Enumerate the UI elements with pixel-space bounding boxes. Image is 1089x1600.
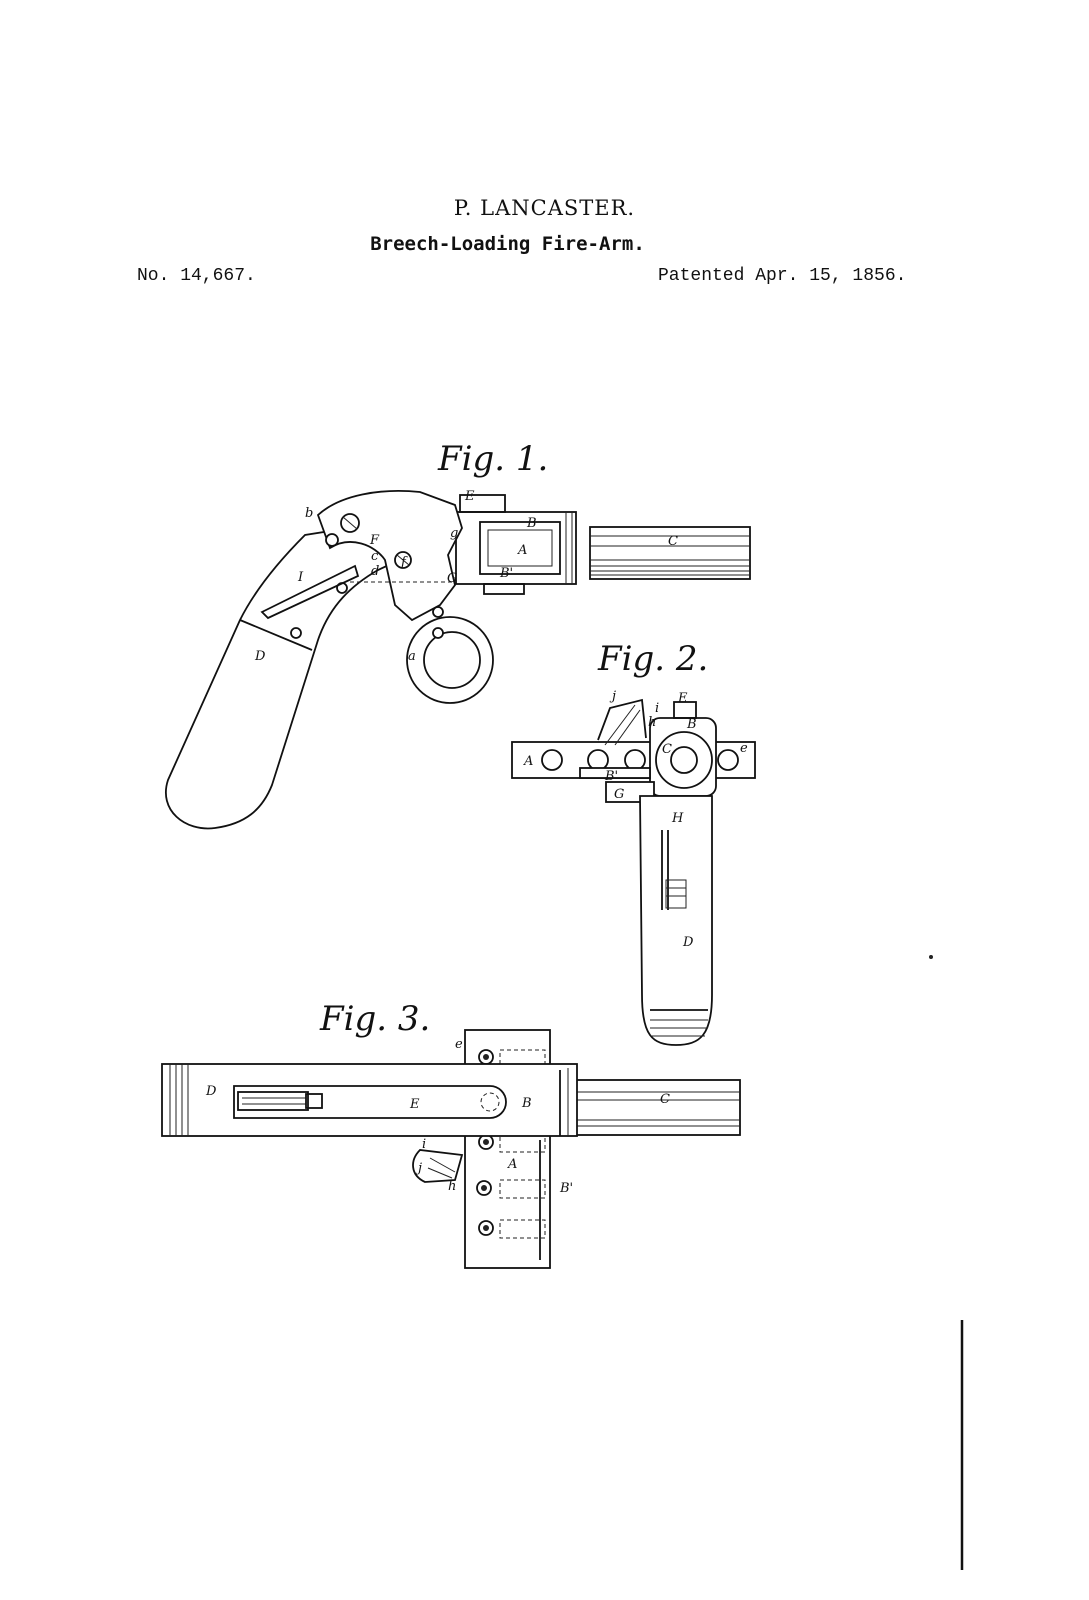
fig3-caption: Fig. 3. <box>320 999 431 1039</box>
fig2-label-e: e <box>740 741 748 756</box>
fig3-label-E: E <box>410 1097 420 1112</box>
fig2-handle <box>640 796 712 1045</box>
fig3-label-A: A <box>508 1157 518 1172</box>
fig3-label-j: j <box>418 1161 423 1176</box>
fig1-label-c: c <box>371 549 379 564</box>
fig2-label-G: G <box>614 787 625 802</box>
fig1-label-E: E <box>465 489 475 504</box>
fig1-label-b: b <box>305 506 314 521</box>
fig2-label-D: D <box>683 935 694 950</box>
fig2-label-B: B <box>687 717 697 732</box>
fig3-label-h: h <box>448 1179 457 1194</box>
fig3-label-C: C <box>660 1092 670 1107</box>
patent-date: Patented Apr. 15, 1856. <box>658 266 907 286</box>
fig2-label-A: A <box>524 754 534 769</box>
figure-2 <box>512 639 755 1045</box>
fig1-label-g: g <box>450 526 459 541</box>
fig1-label-C: C <box>668 534 678 549</box>
fig1-label-F: F <box>370 533 380 548</box>
fig3-label-B1: B' <box>560 1181 574 1196</box>
fig2-label-B1: B' <box>605 769 619 784</box>
fig2-label-j: j <box>612 689 617 704</box>
fig3-label-D: D <box>206 1084 217 1099</box>
fig2-label-i: i <box>655 701 660 716</box>
fig1-label-G: G <box>447 571 458 586</box>
inventor-name: P. LANCASTER. <box>453 196 636 220</box>
fig2-label-E: E <box>678 691 688 706</box>
fig3-label-i: i <box>422 1137 427 1152</box>
fig1-label-B: B <box>527 516 537 531</box>
fig2-label-h: h <box>648 715 657 730</box>
fig1-label-d: d <box>371 564 380 579</box>
fig3-label-e: e <box>455 1037 463 1052</box>
fig1-caption: Fig. 1. <box>438 439 549 479</box>
fig1-label-D: D <box>255 649 266 664</box>
fig3-label-B: B <box>522 1096 532 1111</box>
fig1-label-A: A <box>518 543 528 558</box>
fig2-label-C: C <box>662 742 672 757</box>
fig3-barrel <box>575 1080 740 1135</box>
fig2-label-H: H <box>672 811 684 826</box>
fig1-label-I: I <box>298 570 304 585</box>
patent-number: No. 14,667. <box>137 266 256 286</box>
fig1-label-f: f <box>401 555 406 570</box>
fig3-frame <box>162 1064 577 1136</box>
fig2-caption: Fig. 2. <box>598 639 709 679</box>
fig1-label-a: a <box>408 649 416 664</box>
patent-title: Breech-Loading Fire-Arm. <box>370 233 645 255</box>
fig1-label-B1: B' <box>500 566 514 581</box>
fig1-frame <box>456 495 576 594</box>
